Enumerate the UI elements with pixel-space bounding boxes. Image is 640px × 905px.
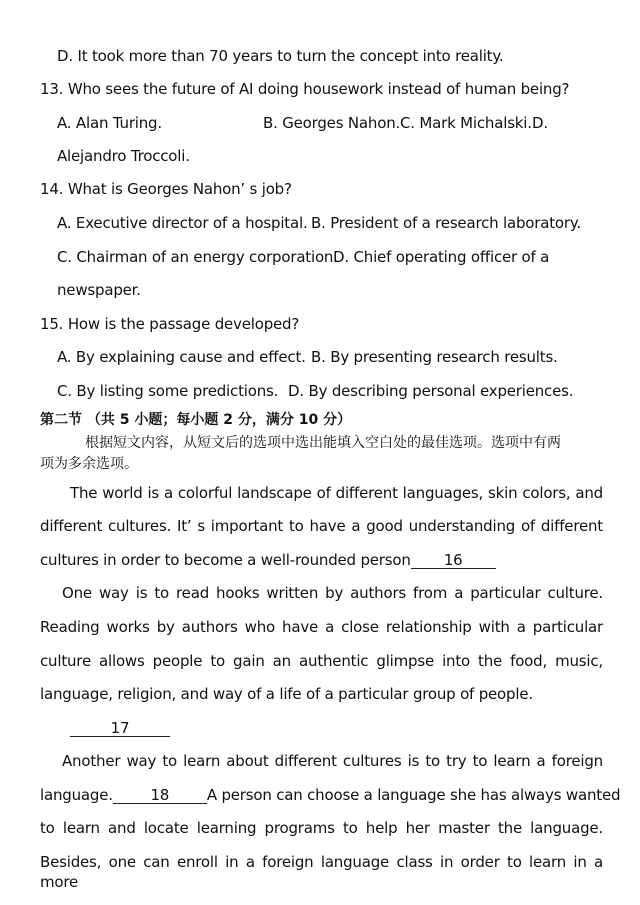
- passage-p3-line-2: [40, 785, 621, 805]
- q14-question: 14. What is Georges Nahon’ s job?: [40, 180, 292, 198]
- passage-p2-line-4: language, religion, and way of a life of a particular group of people.: [40, 685, 533, 703]
- passage-p1-line-3: [40, 550, 496, 570]
- passage-p3-line-2-pre: [40, 785, 207, 805]
- passage-p3-line-3: to learn and locate learning programs to help her master the language.: [40, 819, 603, 837]
- blank-17[interactable]: 17: [70, 720, 170, 737]
- q13-option-b: B. Georges Nahon.: [263, 114, 401, 132]
- q14-option-c: C. Chairman of an energy corporation.: [57, 248, 338, 266]
- q14-option-d-cont: newspaper.: [57, 281, 141, 299]
- passage-p3-line-2-post: A person can choose a language she has always wanted: [206, 786, 621, 804]
- blank-18[interactable]: 18: [113, 787, 207, 804]
- q15-question: 15. How is the passage developed?: [40, 315, 300, 333]
- passage-p1-line-2: different cultures. It’ s important to have a good understanding of different: [40, 517, 603, 535]
- passage-p1-line-3-text: cultures in order to become a well-rounded person: [40, 551, 411, 569]
- q15-option-d: D. By describing personal experiences.: [288, 382, 574, 400]
- blank-16[interactable]: 16: [411, 552, 496, 569]
- q12-option-d: D. It took more than 70 years to turn the concept into reality.: [57, 47, 504, 65]
- q13-option-d: Alejandro Troccoli.: [57, 147, 190, 165]
- q15-option-c: C. By listing some predictions.: [57, 382, 279, 400]
- passage-p3-line-2-pre-text: language.: [40, 786, 113, 804]
- passage-p1-line-1: The world is a colorful landscape of different languages, skin colors, and: [70, 484, 603, 502]
- q14-option-d: D. Chief operating officer of a: [333, 248, 550, 266]
- q14-option-a: A. Executive director of a hospital.: [57, 214, 308, 232]
- q13-option-a: A. Alan Turing.: [57, 114, 162, 132]
- passage-p3-line-1: Another way to learn about different cultures is to try to learn a foreign: [62, 752, 603, 770]
- blank-17-line: [70, 718, 170, 738]
- passage-p2-line-1: One way is to read hooks written by authors from a particular culture.: [62, 584, 603, 602]
- q13-option-d-prefix: D.: [532, 114, 548, 132]
- q15-option-b: B. By presenting research results.: [311, 348, 558, 366]
- q13-question: 13. Who sees the future of AI doing housework instead of human being?: [40, 80, 570, 98]
- section-heading: 第二节 （共 5 小题；每小题 2 分，满分 10 分）: [40, 412, 352, 428]
- passage-p2-line-2: Reading works by authors who have a close relationship with a particular: [40, 618, 603, 636]
- passage-p2-line-3: culture allows people to gain an authentic glimpse into the food, music,: [40, 652, 603, 670]
- q14-option-b: B. President of a research laboratory.: [311, 214, 581, 232]
- q15-option-a: A. By explaining cause and effect.: [57, 348, 306, 366]
- section-instruction-line-2: 项为多余选项。: [40, 456, 138, 472]
- section-instruction-line-1: 根据短文内容，从短文后的选项中选出能填入空白处的最佳选项。选项中有两: [85, 435, 561, 451]
- passage-p3-line-4: Besides, one can enroll in a foreign language class in order to learn in a more: [40, 853, 603, 891]
- q13-option-c: C. Mark Michalski.: [400, 114, 532, 132]
